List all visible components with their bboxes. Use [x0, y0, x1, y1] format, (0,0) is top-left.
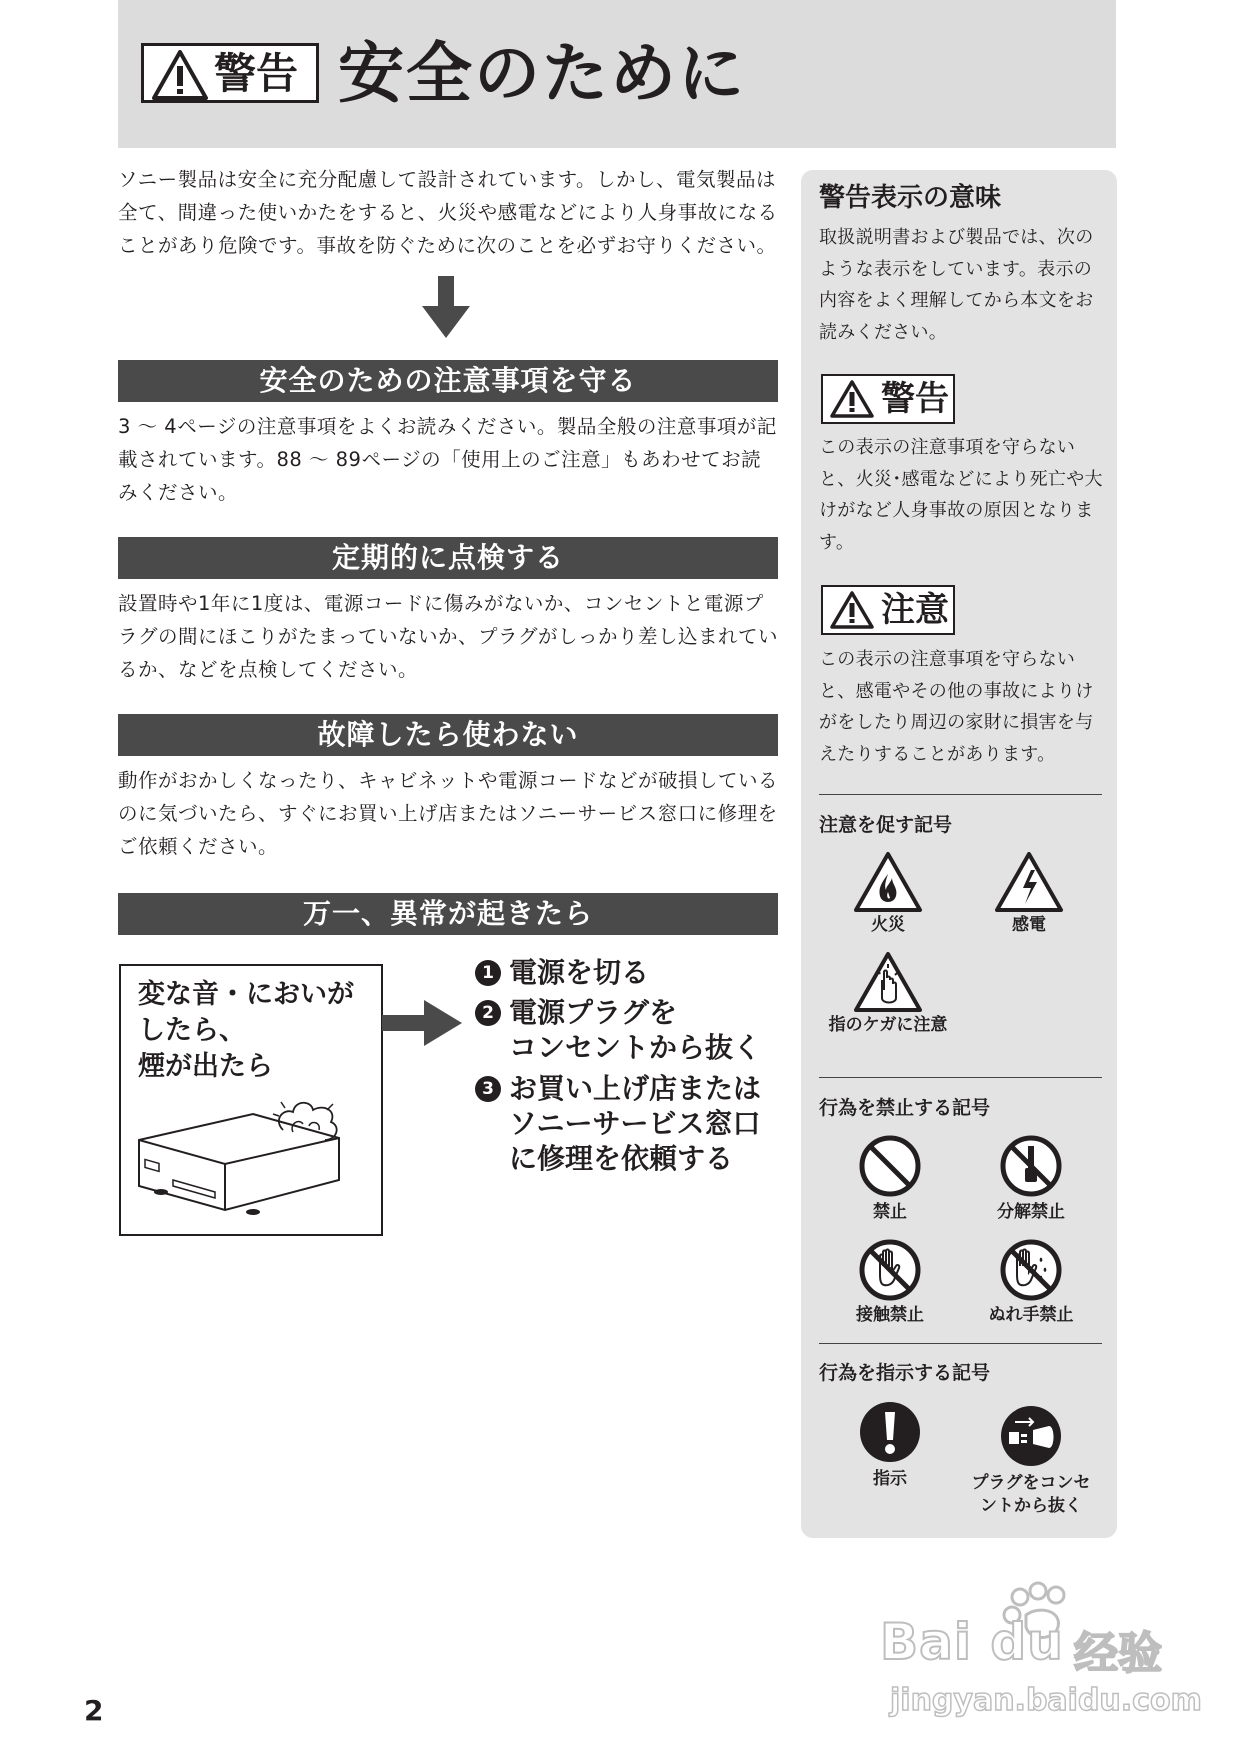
situation-line: 変な音・においが	[138, 979, 354, 1010]
prohibited-label: 禁止	[873, 1202, 907, 1222]
step-line: 電源プラグを	[509, 996, 678, 1029]
page-number: 2	[84, 1694, 104, 1727]
unplug-label: プラグをコンセントから抜く	[971, 1473, 1091, 1516]
sidebar-caution-badge	[821, 585, 955, 635]
warning-description: この表示の注意事項を守らないと、火災･感電などにより死亡や大けがなど人身事故の原因となります。	[819, 437, 1103, 553]
divider	[819, 1343, 1102, 1344]
watermark-brand-cn: 经验	[1074, 1628, 1162, 1679]
instruction-icon	[858, 1400, 922, 1464]
sidebar-warning-badge	[821, 374, 955, 424]
unplug-icon	[999, 1404, 1063, 1468]
warning-triangle-icon	[828, 378, 876, 420]
no-touch-icon	[858, 1238, 922, 1302]
electric-shock-label: 感電	[1012, 915, 1046, 935]
baidu-watermark	[880, 1575, 1202, 1735]
section-body-inspection: 設置時や1年に1度は、電源コードに傷みがないか、コンセントと電源プラグの間にほこりがたまっていないか、プラグがしっかり差し込まれているか、などを点検してください。	[118, 592, 779, 681]
warning-triangle-icon	[150, 48, 210, 102]
divider	[819, 794, 1102, 795]
watermark-url: jingyan.baidu.com	[890, 1683, 1202, 1718]
no-touch-label: 接触禁止	[856, 1305, 924, 1325]
sidebar-intro: 取扱説明書および製品では、次のような表示をしています。表示の内容をよく理解してから本文をお読みください。	[819, 227, 1094, 343]
step-number-1: 1	[475, 960, 501, 986]
fire-label: 火災	[871, 915, 905, 935]
divider	[819, 1077, 1102, 1078]
right-arrow-icon	[382, 1000, 462, 1046]
section-body-malfunction: 動作がおかしくなったり、キャビネットや電源コードなどが破損しているのに気づいたら、すぐにお買い上げ店またはソニーサービス窓口に修理をご依頼ください。	[118, 769, 779, 858]
instruction-label: 指示	[873, 1469, 907, 1489]
step-text-3	[509, 1071, 789, 1176]
warning-badge	[141, 43, 319, 103]
caution-triangle-icon	[828, 589, 876, 631]
step-number-2: 2	[475, 1000, 501, 1026]
finger-injury-label: 指のケガに注意	[828, 1015, 948, 1035]
situation-line: 煙が出たら	[138, 1051, 273, 1082]
step-line: に修理を依頼する	[509, 1142, 734, 1175]
step-line: ソニーサービス窓口	[509, 1107, 761, 1140]
section-title-inspection: 定期的に点検する	[118, 537, 778, 579]
section-body-precautions: 3 ～ 4ページの注意事項をよくお読みください。製品全般の注意事項が記載されています。88 ～ 89ページの「使用上のご注意」もあわせてお読みください。	[118, 415, 777, 504]
attention-symbols-heading: 注意を促す記号	[819, 814, 953, 836]
fire-icon	[852, 850, 924, 914]
section-title-precautions: 安全のための注意事項を守る	[118, 360, 778, 402]
prohibited-icon	[858, 1134, 922, 1198]
sidebar-title: 警告表示の意味	[819, 183, 1002, 213]
step-line: 電源を切る	[509, 956, 650, 989]
step-number-3: 3	[475, 1076, 501, 1102]
smoking-device-illustration	[133, 1100, 373, 1218]
no-wet-hands-icon	[999, 1238, 1063, 1302]
electric-shock-icon	[993, 850, 1065, 914]
step-line: お買い上げ店または	[509, 1072, 762, 1105]
section-title-emergency: 万一、異常が起きたら	[118, 893, 778, 935]
caution-badge-label: 注意	[881, 590, 949, 630]
step-line: コンセントから抜く	[509, 1031, 762, 1064]
emergency-situation-text	[138, 977, 368, 1085]
prohibit-symbols-heading: 行為を禁止する記号	[819, 1097, 991, 1119]
watermark-brand: Bai du	[880, 1613, 1064, 1671]
warning-badge-label: 警告	[214, 49, 299, 98]
caution-description: この表示の注意事項を守らないと、感電やその他の事故によりけがをしたり周辺の家財に損害を与えたりすることがあります。	[819, 649, 1094, 765]
intro-paragraph: ソニー製品は安全に充分配慮して設計されています。しかし、電気製品は全て、間違った使いかたをすると、火災や感電などにより人身事故になることがあり危険です。事故を防ぐために次のことを必ずお守りください。	[118, 168, 778, 257]
instruct-symbols-heading: 行為を指示する記号	[819, 1362, 991, 1384]
section-title-malfunction: 故障したら使わない	[118, 714, 778, 756]
situation-line: したら、	[138, 1015, 246, 1046]
page-title: 安全のために	[338, 35, 746, 112]
down-arrow-icon	[422, 276, 470, 338]
step-text-2	[509, 995, 789, 1065]
no-disassembly-label: 分解禁止	[997, 1202, 1065, 1222]
no-wet-hands-label: ぬれ手禁止	[988, 1305, 1074, 1325]
finger-injury-icon	[852, 950, 924, 1014]
warning-badge-label: 警告	[881, 379, 949, 419]
step-text-1	[509, 955, 789, 990]
no-disassembly-icon	[999, 1134, 1063, 1198]
